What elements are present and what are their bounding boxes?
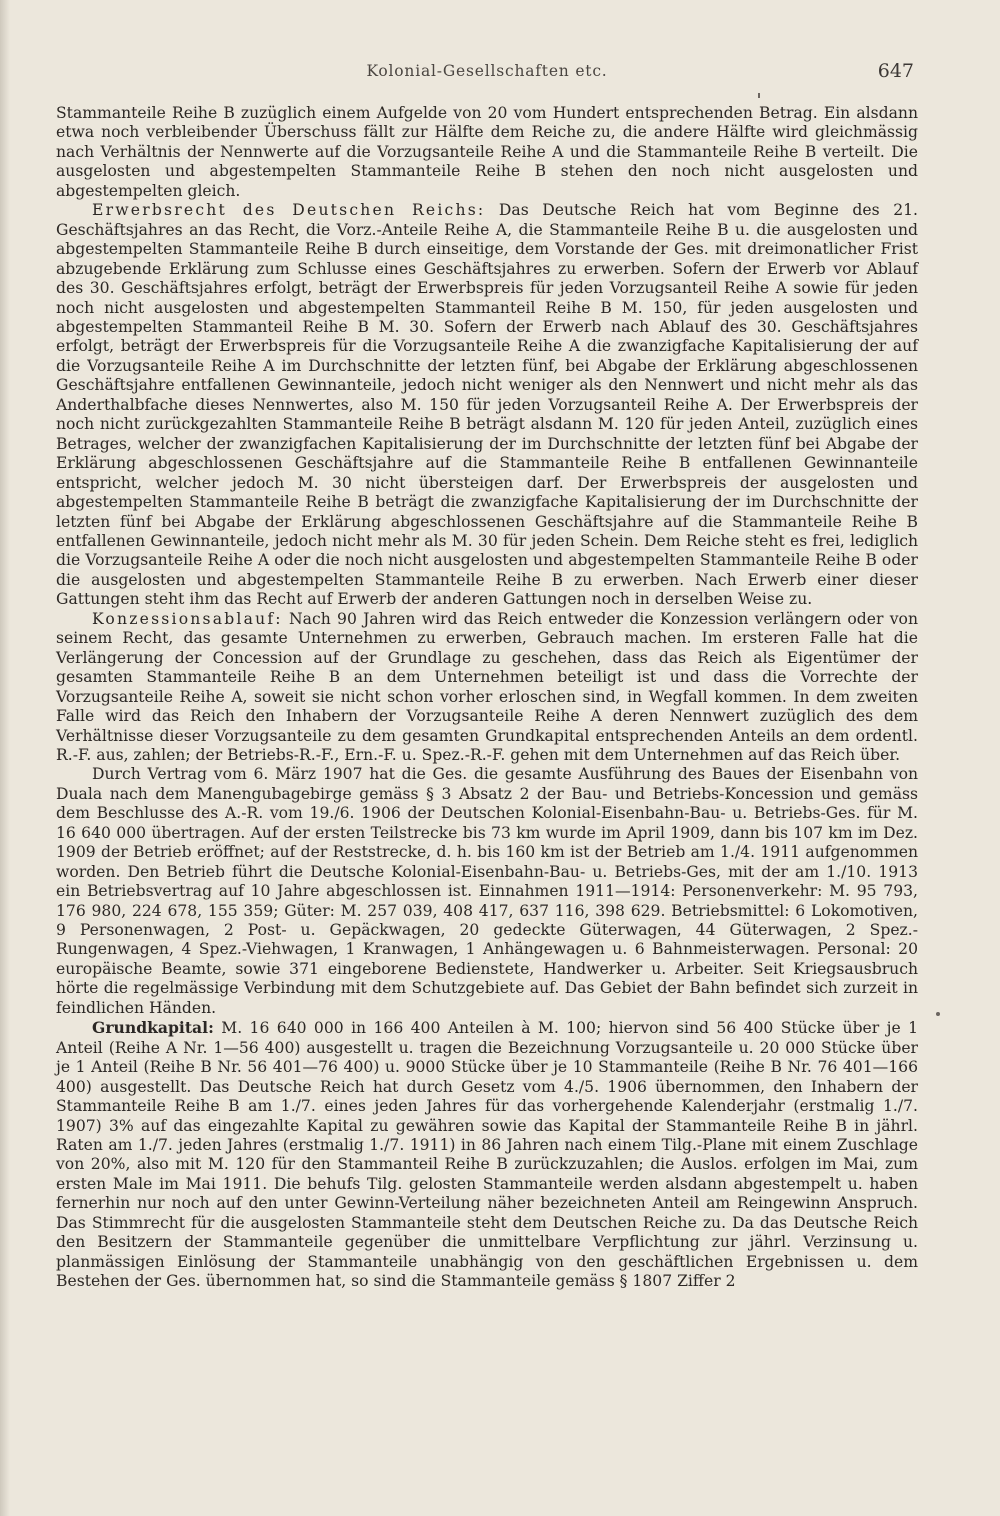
paragraph-text: M. 16 640 000 in 166 400 Anteilen à M. 100; hiervon sind 56 400 Stücke über je 1 Anteil (Reihe A Nr. 1—56 400) ausgestellt u. tragen die Bezeichnung Vorzugsanteile u. 20 000 Stücke über je 1 Anteil (Reihe B Nr. 56 401—76 400) u. 9000 Stücke über je 10 Stammanteile (Reihe B Nr. 76 401—166 400) ausgestellt. Das Deutsche Reich hat durch Gesetz vom 4./5. 1906 übernommen, den Inhabern der Stammanteile Reihe B am 1./7. eines jeden Jahres für das vorhergehende Kalenderjahr (erstmalig 1./7. 1907) 3% auf das eingezahlte Kapital zu gewähren sowie das Kapital der Stammanteile Reihe B in jährl. Raten am 1./7. jeden Jahres (erstmalig 1./7. 1911) in 86 Jahren nach einem Tilg.-Plane mit einem Zuschlage von 20%, also mit M. 120 für den Stammanteil Reihe B zurückzuzahlen; die Auslos. erfolgen im Mai, zum ersten Male im Mai 1911. Die behufs Tilg. gelosten Stammanteile werden alsdann abgestempelt u. haben fernerhin nur noch auf den unter Gewinn-Verteilung näher bezeichneten Anteil am Reingewinn Anspruch. Das Stimmrecht für die ausgelosten Stammanteile steht dem Deutschen Reiche zu. Da das Deutsche Reich den Besitzern der Stammanteile gegenüber die unmittelbare Verpflichtung zur jährl. Verzinsung u. planmässigen Einlösung der Stammanteile unabhängig von den geschäftlichen Ergebnissen u. dem Bestehen der Ges. übernommen hat, so sind die Stammanteile gemäss § 1807 Ziffer 2 [56, 1019, 918, 1291]
print-speck [936, 1012, 940, 1016]
body-text [56, 104, 918, 1292]
paragraph-konzessionsablauf [56, 610, 918, 766]
paragraph-grundkapital [56, 1018, 918, 1291]
paragraph-text: Nach 90 Jahren wird das Reich entweder die Konzession verlängern oder von seinem Recht, das gesamte Unternehmen zu erwerben, Gebrauch machen. Im ersteren Falle hat die Verlängerung der Concession auf der Grundlage zu geschehen, dass das Reich als Eigentümer der gesamten Stammanteile Reihe B an dem Unternehmen beteiligt ist und dass die Vorrechte der Vorzugsanteile Reihe A, soweit sie nicht schon vorher erloschen sind, in Wegfall kommen. In dem zweiten Falle wird das Reich den Inhabern der Vorzugsanteile Reihe A deren Nennwert zuzüglich des dem Verhältnisse dieser Vorzugsanteile zu dem gesamten Grundkapital entsprechenden Anteils an dem ordentl. R.-F. aus, zahlen; der Betriebs-R.-F., Ern.-F. u. Spez.-R.-F. gehen mit dem Unternehmen auf das Reich über. [56, 609, 918, 764]
running-head: Kolonial-Gesellschaften etc. [366, 62, 608, 80]
section-lead-erwerbsrecht: Erwerbsrecht des Deutschen Reichs: [92, 201, 486, 220]
paragraph-text: Das Deutsche Reich hat vom Beginne des 21. Geschäftsjahres an das Recht, die Vorz.-Anteile Reihe A, die Stammanteile Reihe B u. die ausgelosten und abgestempelten Stammanteile Reihe B durch einseitige, dem Vorstande der Ges. mit dreimonatlicher Frist abzugebende Erklärung zum Schlusse eines Geschäftsjahres zu erwerben. Sofern der Erwerb vor Ablauf des 30. Geschäftsjahres erfolgt, beträgt der Erwerbspreis für jeden Vorzugsanteil Reihe A sowie für jeden noch nicht ausgelosten und abgestempelten Stammanteil Reihe B M. 150, für jeden ausgelosten und abgestempelten Stammanteil Reihe B M. 30. Sofern der Erwerb nach Ablauf des 30. Geschäftsjahres erfolgt, beträgt der Erwerbspreis für die Vorzugsanteile Reihe A die zwanzigfache Kapitalisierung der auf die Vorzugsanteile Reihe A im Durchschnitte der letzten fünf, bei Abgabe der Erklärung abgeschlossenen Geschäftsjahre entfallenen Gewinnanteile, jedoch nicht weniger als den Nennwert und nicht mehr als das Anderthalbfache dieses Nennwertes, also M. 150 für jeden Vorzugsanteil Reihe A. Der Erwerbspreis der noch nicht zurückgezahlten Stammanteile Reihe B beträgt alsdann M. 120 für jeden Anteil, zuzüglich eines Betrages, welcher der zwanzigfachen Kapitalisierung der im Durchschnitte der letzten fünf bei Abgabe der Erklärung abgeschlossenen Geschäftsjahre auf die Stammanteile Reihe B entfallenen Gewinnanteile entspricht, welcher jedoch M. 30 nicht übersteigen darf. Der Erwerbspreis der ausgelosten und abgestempelten Stammanteile Reihe B beträgt die zwanzigfache Kapitalisierung der im Durchschnitte der letzten fünf bei Abgabe der Erklärung abgeschlossenen Geschäftsjahre auf die Stammanteile Reihe B entfallenen Gewinnanteile, jedoch nicht mehr als M. 30 für jeden Schein. Dem Reiche steht es frei, lediglich die Vorzugsanteile Reihe A oder die noch nicht ausgelosten und abgestempelten Stammanteile Reihe B oder die ausgelosten und abgestempelten Stammanteile Reihe B zu erwerben. Nach Erwerb einer dieser Gattungen steht ihm das Recht auf Erwerb der anderen Gattungen noch in derselben Weise zu. [56, 201, 918, 609]
paragraph-text: Durch Vertrag vom 6. März 1907 hat die Ges. die gesamte Ausführung des Baues der Eisenbahn von Duala nach dem Manengubagebirge gemäss § 3 Absatz 2 der Bau- und Betriebs-Koncession und gemäss dem Beschlusse des A.-R. vom 19./6. 1906 der Deutschen Kolonial-Eisenbahn-Bau- u. Betriebs-Ges. für M. 16 640 000 übertragen. Auf der ersten Teilstrecke bis 73 km wurde im April 1909, dann bis 107 km im Dez. 1909 der Betrieb eröffnet; auf der Reststrecke, d. h. bis 160 km ist der Betrieb am 1./4. 1911 aufgenommen worden. Den Betrieb führt die Deutsche Kolonial-Eisenbahn-Bau- u. Betriebs-Ges, mit der am 1./10. 1913 ein Betriebsvertrag auf 10 Jahre abgeschlossen ist. Einnahmen 1911—1914: Personenverkehr: M. 95 793, 176 980, 224 678, 155 359; Güter: M. 257 039, 408 417, 637 116, 398 629. Betriebsmittel: 6 Lokomotiven, 9 Personenwagen, 2 Post- u. Gepäckwagen, 20 gedeckte Güterwagen, 44 Güterwagen, 2 Spez.-Rungenwagen, 4 Spez.-Viehwagen, 1 Kranwagen, 1 Anhängewagen u. 6 Bahnmeisterwagen. Personal: 20 europäische Beamte, sowie 371 eingeborene Bedienstete, Handwerker u. Arbeiter. Seit Kriegsausbruch hörte die regelmässige Verbindung mit dem Schutzgebiete auf. Das Gebiet der Bahn befindet sich zurzeit in feindlichen Händen. [56, 765, 918, 1017]
paragraph-continuation [56, 104, 918, 201]
page-edge-shadow [0, 0, 10, 1516]
print-speck [758, 93, 760, 98]
paragraph-text: Stammanteile Reihe B zuzüglich einem Aufgelde von 20 vom Hundert entsprechenden Betrag. Ein alsdann etwa noch verbleibender Überschuss fällt zur Hälfte dem Reiche zu, die andere Hälfte wird gleichmässig nach Verhältnis der Nennwerte auf die Vorzugsanteile Reihe A und die Stammanteile Reihe B verteilt. Die ausgelosten und abgestempelten Stammanteile Reihe B stehen den noch nicht ausgelosten und abgestempelten gleich. [56, 104, 918, 200]
section-lead-konzessionsablauf: Konzessionsablauf: [92, 609, 283, 628]
page-header [56, 60, 918, 84]
section-lead-grundkapital: Grundkapital: [92, 1018, 214, 1038]
paragraph-vertrag [56, 765, 918, 1018]
page-number: 647 [877, 60, 914, 82]
paragraph-erwerbsrecht [56, 201, 918, 610]
